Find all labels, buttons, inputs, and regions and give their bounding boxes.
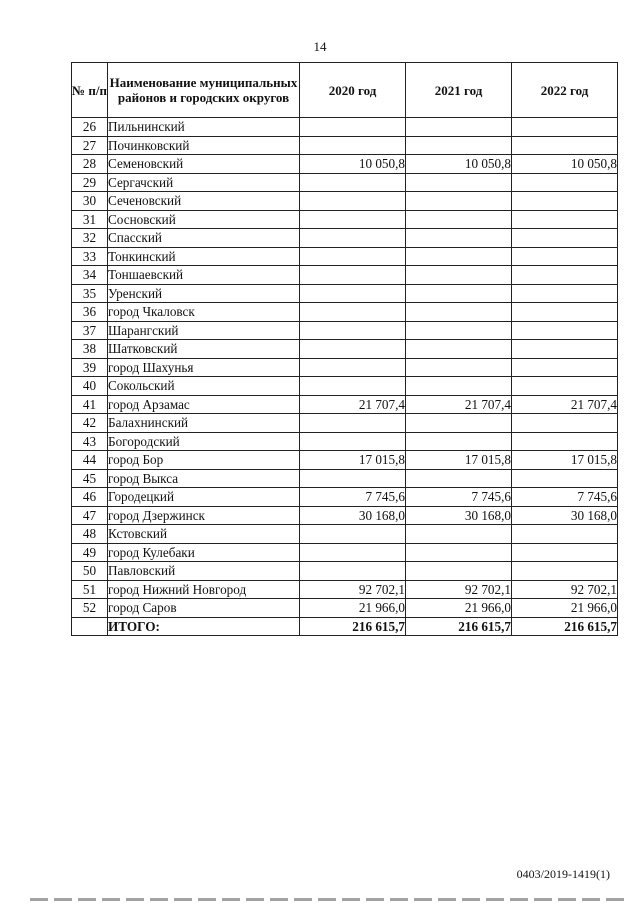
cell-y2020: 10 050,8 [300, 155, 406, 174]
table-row [72, 580, 618, 599]
cell-y2022: 17 015,8 [512, 451, 618, 470]
cell-y2021: 21 966,0 [406, 599, 512, 618]
table-row [72, 118, 618, 137]
cell-name: Сергачский [108, 173, 300, 192]
cell-y2021 [406, 543, 512, 562]
cell-name: город Арзамас [108, 395, 300, 414]
table-row [72, 469, 618, 488]
cell-y2020 [300, 321, 406, 340]
cell-y2020 [300, 414, 406, 433]
table-row [72, 284, 618, 303]
cell-y2020 [300, 136, 406, 155]
table-row [72, 192, 618, 211]
cell-y2021 [406, 377, 512, 396]
cell-name: Тоншаевский [108, 266, 300, 285]
cell-num: 37 [72, 321, 108, 340]
header-2022: 2022 год [512, 63, 618, 118]
table-row [72, 525, 618, 544]
table-row [72, 599, 618, 618]
cell-name: Шатковский [108, 340, 300, 359]
cell-y2022: 21 966,0 [512, 599, 618, 618]
cell-name: город Дзержинск [108, 506, 300, 525]
cell-name: город Саров [108, 599, 300, 618]
cell-y2022 [512, 284, 618, 303]
cell-y2022 [512, 340, 618, 359]
table-row [72, 266, 618, 285]
cell-name: Сосновский [108, 210, 300, 229]
cell-y2022: 216 615,7 [512, 617, 618, 636]
cell-y2022: 21 707,4 [512, 395, 618, 414]
cell-name: город Бор [108, 451, 300, 470]
cell-num: 50 [72, 562, 108, 581]
cell-y2020 [300, 118, 406, 137]
cell-y2021 [406, 266, 512, 285]
table-row [72, 432, 618, 451]
cell-num: 52 [72, 599, 108, 618]
cell-y2022 [512, 321, 618, 340]
cell-y2021 [406, 247, 512, 266]
cell-name: Пильнинский [108, 118, 300, 137]
cell-y2021 [406, 321, 512, 340]
cell-name: Семеновский [108, 155, 300, 174]
cell-y2020 [300, 284, 406, 303]
cell-y2020 [300, 247, 406, 266]
cell-name: Сокольский [108, 377, 300, 396]
table-body [72, 118, 618, 636]
cell-name: Шарангский [108, 321, 300, 340]
document-code: 0403/2019-1419(1) [516, 867, 610, 881]
cell-y2020 [300, 562, 406, 581]
cell-name: Богородский [108, 432, 300, 451]
table-row [72, 173, 618, 192]
cell-y2021 [406, 562, 512, 581]
cell-num: 43 [72, 432, 108, 451]
cell-y2020 [300, 377, 406, 396]
cell-y2022 [512, 266, 618, 285]
cell-y2021 [406, 414, 512, 433]
table-row [72, 229, 618, 248]
table-row [72, 562, 618, 581]
cell-y2020 [300, 173, 406, 192]
header-num: № п/п [72, 63, 108, 118]
table-row [72, 210, 618, 229]
cell-name: Спасский [108, 229, 300, 248]
header-name: Наименование муниципальных районов и городских округов [108, 63, 300, 118]
cell-y2021 [406, 525, 512, 544]
table-row [72, 414, 618, 433]
cell-y2020 [300, 432, 406, 451]
table-row [72, 488, 618, 507]
cell-y2020 [300, 266, 406, 285]
cell-y2020: 216 615,7 [300, 617, 406, 636]
scan-artifact-line [30, 898, 628, 901]
table-header-row [72, 63, 618, 118]
cell-num: 30 [72, 192, 108, 211]
cell-y2022 [512, 173, 618, 192]
cell-y2021 [406, 210, 512, 229]
cell-y2021: 7 745,6 [406, 488, 512, 507]
cell-y2020 [300, 229, 406, 248]
cell-y2022 [512, 469, 618, 488]
cell-y2021 [406, 136, 512, 155]
cell-y2022 [512, 303, 618, 322]
cell-num: 26 [72, 118, 108, 137]
cell-y2022 [512, 358, 618, 377]
cell-y2022 [512, 377, 618, 396]
table-row [72, 155, 618, 174]
cell-y2020: 21 966,0 [300, 599, 406, 618]
cell-y2020: 30 168,0 [300, 506, 406, 525]
cell-y2021 [406, 229, 512, 248]
cell-num: 41 [72, 395, 108, 414]
cell-num: 31 [72, 210, 108, 229]
cell-num: 33 [72, 247, 108, 266]
cell-name: ИТОГО: [108, 617, 300, 636]
cell-num: 28 [72, 155, 108, 174]
cell-name: город Шахунья [108, 358, 300, 377]
cell-y2021 [406, 192, 512, 211]
cell-name: Городецкий [108, 488, 300, 507]
cell-name: Балахнинский [108, 414, 300, 433]
table-row [72, 247, 618, 266]
cell-y2022 [512, 229, 618, 248]
cell-num: 32 [72, 229, 108, 248]
cell-name: Починковский [108, 136, 300, 155]
cell-name: город Нижний Новгород [108, 580, 300, 599]
cell-num: 39 [72, 358, 108, 377]
cell-y2021 [406, 469, 512, 488]
cell-num: 44 [72, 451, 108, 470]
cell-name: город Выкса [108, 469, 300, 488]
cell-y2022 [512, 543, 618, 562]
page-number: 14 [313, 39, 327, 54]
table-row [72, 395, 618, 414]
table-row [72, 506, 618, 525]
table-row [72, 358, 618, 377]
cell-y2020 [300, 358, 406, 377]
cell-y2020 [300, 543, 406, 562]
cell-num: 49 [72, 543, 108, 562]
cell-num: 27 [72, 136, 108, 155]
cell-y2020 [300, 340, 406, 359]
cell-y2022 [512, 525, 618, 544]
table-row [72, 543, 618, 562]
cell-y2021: 92 702,1 [406, 580, 512, 599]
cell-y2020 [300, 210, 406, 229]
cell-y2020 [300, 192, 406, 211]
cell-y2021: 10 050,8 [406, 155, 512, 174]
cell-num: 35 [72, 284, 108, 303]
cell-num: 46 [72, 488, 108, 507]
cell-y2020: 7 745,6 [300, 488, 406, 507]
cell-name: Тонкинский [108, 247, 300, 266]
cell-name: Павловский [108, 562, 300, 581]
table-row [72, 340, 618, 359]
cell-y2021 [406, 284, 512, 303]
cell-y2022: 92 702,1 [512, 580, 618, 599]
cell-y2022 [512, 432, 618, 451]
cell-y2022: 30 168,0 [512, 506, 618, 525]
cell-num: 45 [72, 469, 108, 488]
table-row [72, 136, 618, 155]
cell-y2022 [512, 414, 618, 433]
cell-num: 29 [72, 173, 108, 192]
cell-name: Кстовский [108, 525, 300, 544]
total-row [72, 617, 618, 636]
header-2021: 2021 год [406, 63, 512, 118]
cell-y2021: 17 015,8 [406, 451, 512, 470]
allocation-table [71, 62, 618, 636]
cell-y2022 [512, 118, 618, 137]
cell-y2020: 92 702,1 [300, 580, 406, 599]
cell-y2020 [300, 303, 406, 322]
cell-num [72, 617, 108, 636]
cell-y2022 [512, 210, 618, 229]
cell-num: 38 [72, 340, 108, 359]
cell-y2021 [406, 340, 512, 359]
cell-y2021 [406, 173, 512, 192]
cell-name: Уренский [108, 284, 300, 303]
cell-y2022 [512, 136, 618, 155]
cell-y2021 [406, 358, 512, 377]
cell-num: 40 [72, 377, 108, 396]
header-2020: 2020 год [300, 63, 406, 118]
cell-name: город Кулебаки [108, 543, 300, 562]
cell-y2022: 7 745,6 [512, 488, 618, 507]
cell-y2021: 30 168,0 [406, 506, 512, 525]
cell-y2020 [300, 525, 406, 544]
cell-y2021 [406, 303, 512, 322]
table-row [72, 321, 618, 340]
cell-num: 42 [72, 414, 108, 433]
cell-num: 48 [72, 525, 108, 544]
cell-num: 34 [72, 266, 108, 285]
table-row [72, 303, 618, 322]
cell-num: 36 [72, 303, 108, 322]
table-row [72, 377, 618, 396]
cell-num: 47 [72, 506, 108, 525]
cell-y2021: 216 615,7 [406, 617, 512, 636]
cell-y2021 [406, 118, 512, 137]
cell-y2021: 21 707,4 [406, 395, 512, 414]
table-row [72, 451, 618, 470]
cell-name: город Чкаловск [108, 303, 300, 322]
cell-y2020 [300, 469, 406, 488]
cell-y2022 [512, 562, 618, 581]
cell-y2021 [406, 432, 512, 451]
cell-num: 51 [72, 580, 108, 599]
cell-y2022 [512, 247, 618, 266]
cell-y2022 [512, 192, 618, 211]
cell-y2020: 17 015,8 [300, 451, 406, 470]
cell-name: Сеченовский [108, 192, 300, 211]
cell-y2022: 10 050,8 [512, 155, 618, 174]
cell-y2020: 21 707,4 [300, 395, 406, 414]
